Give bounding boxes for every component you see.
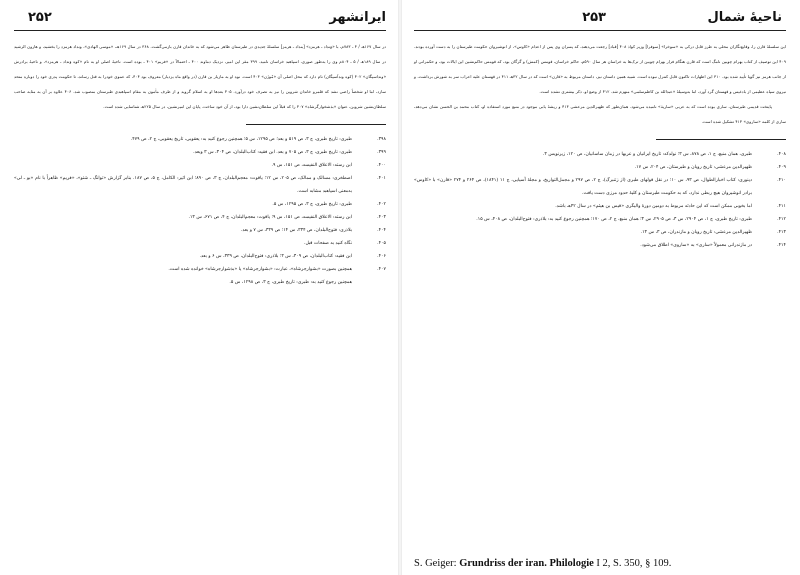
running-title: ناحیهٔ شمال xyxy=(707,10,782,25)
footnote-number: ۴۰۱. xyxy=(377,176,386,181)
footnote-text: نگاه کنید به صفحات قبل. xyxy=(303,241,352,246)
footnote-text: بلاذری: فتوح‌البلدان، ص ۳۳۴، س ۱۴؛ ص ۳۳۹، س ۷ و بعد. xyxy=(240,228,352,233)
footnote xyxy=(414,226,786,239)
footnote-text: همچنین بصورت «بشوارجرشاه»، عبارت: «بشوارجرشاه» یا «بذشوارجرشاه» خوانده شده است. xyxy=(168,267,352,272)
footnote-text: اصطخری: مسالک و ممالک، ص ۲۰۵، س ۱۲؛ یاقوت: معجم‌البلدان، ج ۳، ص ۸۹۰؛ ابن اثیر: الکامل، ج ۵، ص ۱۸۷. بنابر گزارش «توانگ ـ شتو»، «فریم» ظاهراً با نام «بو ـ لی» به‌معنی اسپاهبد مشابه است. xyxy=(14,176,352,194)
footnote-text: طبری: تاریخ طبری، ج ۳، ص ۵۱۹ و بعد؛ ص ۱۲۹۵، س ۵؛ همچنین رجوع کنید به: یعقوبی، تاریخ یعقوبی، ج ۲، ص ۴۷۹. xyxy=(130,137,352,142)
footnote-number: ۴۰۴. xyxy=(377,228,386,233)
main-text xyxy=(414,39,786,129)
footnote-text: ابن رسته: الاعلاق النفیسه، ص ۱۵۱، س ۹؛ یاقوت: معجم‌البلدان، ج ۴، ص ۶۷۱، س ۱۳. xyxy=(188,215,352,220)
footnote-number: ۴۱۰. xyxy=(777,178,786,183)
footnote-text: ابن رسته: الاعلاق النفیسه، ص ۱۵۱، س ۹. xyxy=(271,163,352,168)
footnote xyxy=(14,211,386,224)
footnotes xyxy=(414,148,786,252)
page-right xyxy=(400,0,800,575)
page-number: ۲۵۳ xyxy=(582,10,606,25)
footnote-text: طبری، همان منبع، ج ۱، ص ۸۷۸، س ۳؛ نولدکه: تاریخ ایرانیان و عربها در زمان ساسانیان، ص ۱۲۰، زیرنویس ۳. xyxy=(542,152,752,157)
running-title: ایرانشهر xyxy=(329,10,386,25)
footnote-text: ظهیرالدین مرعشی: تاریخ رویان و طبرستان، ص ۲۰۴، س ۱۷. xyxy=(634,165,752,170)
footnote-text: ظهیرالدین مرعشی: تاریخ رویان و مازندران، ص ۳، س ۱۳. xyxy=(640,230,752,235)
footnote xyxy=(14,198,386,211)
footnote-number: ۴۰۷. xyxy=(377,267,386,272)
footnote xyxy=(14,250,386,263)
reference-title: Grundriss der iran. Philologie xyxy=(459,558,594,569)
footnotes xyxy=(14,133,386,289)
footnote-number: ۳۹۸. xyxy=(377,137,386,142)
reference-author: S. Geiger: xyxy=(414,558,460,569)
footnote xyxy=(14,224,386,237)
footnote-number: ۴۱۱. xyxy=(777,204,786,209)
footnote-text: طبری: تاریخ طبری، ج ۱، ص ۲۹۰۴، س ۳، ص ۲۹۰۵، س ۳؛ همان منبع، ج ۲، ص ۱۷۰؛ همچنین رجوع کنید به: بلاذری: فتوح‌البلدان، ص ۴۰۸، س ۱۵. xyxy=(476,217,752,222)
footnote xyxy=(414,200,786,213)
main-text xyxy=(14,39,386,114)
footnote-number: ۴۱۳. xyxy=(777,230,786,235)
footnote-number: ۴۱۲. xyxy=(777,217,786,222)
footnote-text: همچنین رجوع کنید به: طبری: تاریخ طبری، ج ۳، ص ۱۲۹۸، س ۵. xyxy=(229,280,352,285)
bibliographic-reference xyxy=(414,558,671,569)
footnote-number: ۴۰۳. xyxy=(377,215,386,220)
footnote-number: ۴۰۹. xyxy=(777,165,786,170)
footnote-divider xyxy=(246,124,386,125)
footnote xyxy=(14,133,386,146)
footnote-text: طبری: تاریخ طبری، ج ۳، ص ۱۲۹۵، س ۵. xyxy=(272,202,352,207)
reference-locator: I 2, S. 350, § 109. xyxy=(593,558,672,569)
footnote xyxy=(414,213,786,226)
paragraph: این سلسلهٔ قارن را، وقایع‌نگاران محلی به طرز قابل درکی به «سوخرا» [سوفرا] وزیر کواذ ۴۰۸ [قباد] رجعت می‌دهند، که پسران وی پس از اعدام «کاوس»، از انوشیروان حکومت طبرستان را به دست آورده بودند. ۴۰۹ این توصیف از کتاب بهرام چوبین نامگ است که قارن هنگام فرار بهرام چوبین از ترک‌ها به خراسان هر سال ۵۹۰م، حاکم خراسان، قومس (کمش) و گرگان بود، که قومس حاکم‌نشین این ایالات بود، و حکمرانی او از جانب هرمز نیز گویا تأیید شده بود. ۴۱۰ این اظهارات تاکنون قابل کنترل نبوده است. شبیه همین داستان نیز، داستان مربوط به «قارن» است که در سال ۳۲هـ ۴۱۱ در قهستان علیه اعراب سر به شورش برداشت، و نیروی سپاه عظیمی از بادغیس و قهستان گرد آورد، اما به‌وسیلهٔ «عبدالله بن کاظم‌سلمی» منهزم شد. ۴۱۲ از وضع او، ذکر بیشتری نشده است. xyxy=(414,44,786,94)
footnote-text: در مازندرانی معمولاً «ساری» به «ساروی» اطلاق می‌شود. xyxy=(640,243,752,248)
footnote xyxy=(14,237,386,250)
page-header xyxy=(414,8,786,31)
footnote xyxy=(414,148,786,161)
footnote-number: ۴۱۴. xyxy=(777,243,786,248)
footnote xyxy=(414,174,786,200)
page-number: ۲۵۲ xyxy=(28,10,52,25)
footnote-text: دینوری: کتاب اخبارالطوال، ص ۹۳، س ۱۰؛ در نقل قولهای طبری (از زتنبرگ)، ج ۲، ص ۲۹۷ و مجمل‌التواریخ، و مجلهٔ آسیایی، ج ۱۱ (۱۸۴۱)، ص ۲۶۴ و ۲۷۴ «قارن» با «کاوس» برادر انوشیروان هیچ ربطی ندارد، که به حکومت طبرستان و کلیهٔ حدود مرزی دست یافت. xyxy=(414,178,753,196)
paragraph: در سال ۱۶۷هـ / ۴ ـ ۷۸۳م، با «وَنداد ـ هرمزد» [بنداد ـ هرمز] سلسلهٔ جدیدی در طبرستان ظاهر می‌شود که به خاندان قارن بازمی‌گشت. ۳۶۸ در سال ۱۶۹هـ، «موسی الهادی»، ونداد هرمزد را بخشید، و هارون الرشید در سال ۱۸۹هـ / ۵ ـ ۸۰۴م وی را به‌طور صوری، اسپاهبد خراسان نامید. ۳۹۹ مقر این امیر، نزدیک دماوند ۴۰۰ ـ احتمالاً در «فریم» ۴۰۱ ـ بوده است. ناحیهٔ اصلی او به نام «کوه وَنداد ـ هرمزد»، و ناحیهٔ برادرش «ونداسپگان» ۴۰۲ (کوه وندآسپگان) نام دارد که محل اصلی آن «مُوزَن» ۴۰۳ است. نوه او به مازیار بن قارن (در واقع ماه یزدیار) معروف بود ۴۰۴، که عموی خودرا به قتل رساند، تا حکومت پدری خود را دوباره متحد سازد، اما او شخصاً راضی نشد که قلمرو خاندان شروین را نیز به تصرف خود درآورد. ۴۰۵ بعدها او به اسلام گروید و از طرف مأمون به مقام اسپاهبدی طبرستان منصوب شد. ۴۰۶ علاوه بر آن به مثابه صاحب سلطان‌نشین شروین، عنوان «بذشخوارگرشاه» ۴۰۷ را که قبلاً این سلطان‌نشین دارا بود، از آن خود ساخت. پایان این امیرنشین، در سال ۲۲۵هـ شناسایی شده است. xyxy=(14,44,387,109)
footnote-number: ۴۰۶. xyxy=(377,254,386,259)
footnote-number xyxy=(352,276,386,289)
footnote-text: ابن فقیه: کتاب‌البلدان، ص ۳۰۹، س ۳؛ بلاذری: فتوح‌البلدان، ص ۳۳۹، س ۶ و بعد. xyxy=(199,254,352,259)
page-header xyxy=(14,8,386,31)
footnote xyxy=(14,276,386,289)
footnote xyxy=(14,159,386,172)
footnote-number: ۴۰۰. xyxy=(377,163,386,168)
footnote xyxy=(414,239,786,252)
footnote-number: ۴۰۲. xyxy=(377,202,386,207)
footnote-number: ۴۰۸. xyxy=(777,152,786,157)
footnote-number: ۴۰۵. xyxy=(377,241,386,246)
paragraph: پایتخت قدیمی طبرستان، ساری بوده است که به عربی «سارية» نامیده می‌شود. همان‌طور که ظهیرالدین مرعشی ۴۱۳ و ریشهٔ یابی موجود در منبع مورد استفاده او، کتاب محمد بن الحسن نشان می‌دهد، ساری از کلمه «ساروی» ۴۱۴ تشکیل شده است. xyxy=(414,104,786,124)
footnote xyxy=(414,161,786,174)
footnote xyxy=(14,146,386,159)
footnote xyxy=(14,172,386,198)
footnote-text: اما بخوبی ممکن است که این حادثه مربوط به دومین دورهٔ والیگری «قیس بن هیثم» در سال ۴۲هـ باشد. xyxy=(555,204,752,209)
footnote-text: طبری: تاریخ طبری، ج ۳، ص ۷۰۵ و بعد. ابن فقیه: کتاب‌البلدان، ص ۳۰۴، س ۳ وبعد. xyxy=(193,150,352,155)
footnote-number: ۳۹۹. xyxy=(377,150,386,155)
footnote xyxy=(14,263,386,276)
footnote-divider xyxy=(656,139,786,140)
